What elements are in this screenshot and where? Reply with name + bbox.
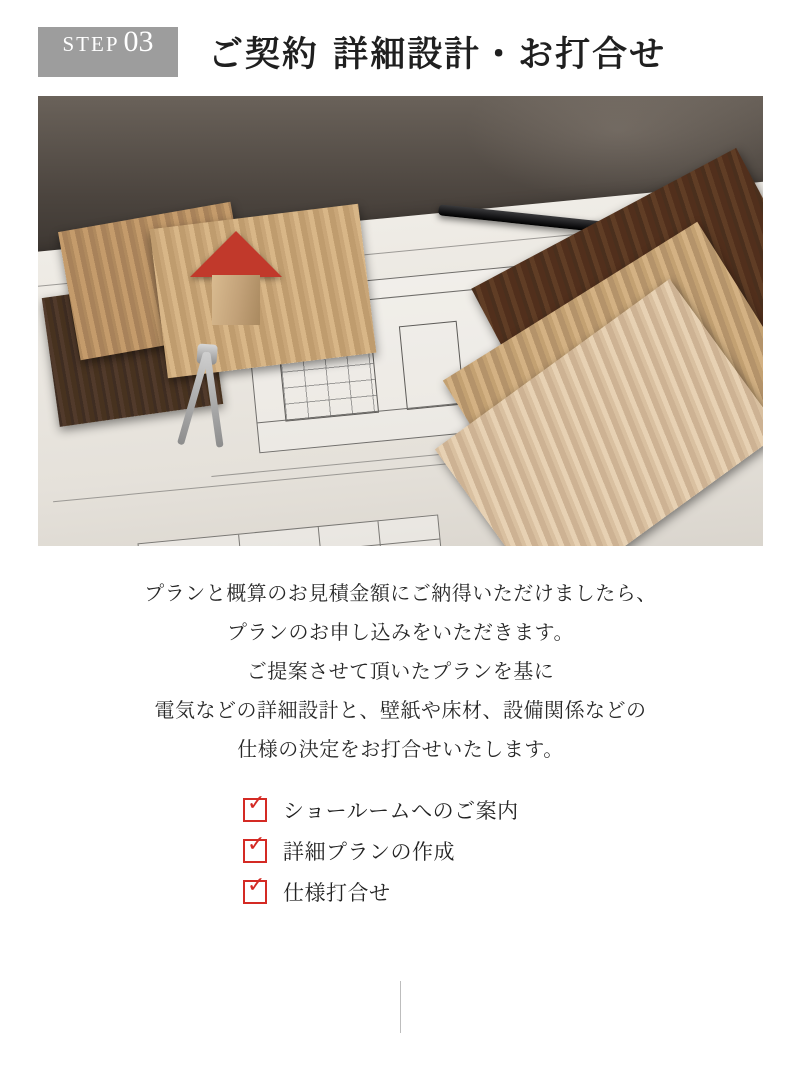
- checklist-item-label: ショールームへのご案内: [283, 799, 519, 823]
- checklist-item-label: 詳細プランの作成: [283, 840, 455, 864]
- check-mark: ✓: [247, 832, 266, 857]
- house-model: [190, 231, 282, 326]
- description-line: 電気などの詳細設計と、壁紙や床材、設備関係などの: [154, 698, 647, 722]
- house-body: [212, 275, 260, 325]
- hero-photo: [38, 96, 763, 546]
- description-line: ご提案させて頂いたプランを基に: [246, 659, 555, 683]
- list-item: [243, 832, 455, 866]
- bottom-divider: [400, 981, 401, 1033]
- description-line: 仕様の決定をお打合せいたします。: [237, 737, 564, 761]
- drafting-compass: [154, 341, 251, 457]
- page-header: [0, 0, 801, 78]
- check-mark: ✓: [247, 873, 266, 898]
- description-line: プランのお申し込みをいただきます。: [227, 620, 574, 644]
- list-item: [243, 791, 519, 825]
- step-badge: [38, 27, 178, 77]
- description-line: プランと概算のお見積金額にご納得いただけましたら、: [144, 581, 657, 605]
- checkbox-checked-icon: [243, 832, 267, 863]
- step-badge-number: 03: [123, 25, 154, 58]
- description-block: [0, 574, 801, 769]
- drawing-title-block: [137, 514, 445, 546]
- check-mark: ✓: [247, 791, 266, 816]
- page-title: ご契約 詳細設計・お打合せ: [208, 34, 667, 75]
- checkbox-checked-icon: [243, 791, 267, 822]
- list-item: [243, 873, 391, 907]
- house-roof: [190, 231, 282, 277]
- checkbox-checked-icon: [243, 873, 267, 904]
- photo-background: [38, 96, 763, 546]
- step-badge-word: STEP: [62, 32, 120, 56]
- checklist: [0, 791, 801, 907]
- checklist-item-label: 仕様打合せ: [283, 881, 391, 905]
